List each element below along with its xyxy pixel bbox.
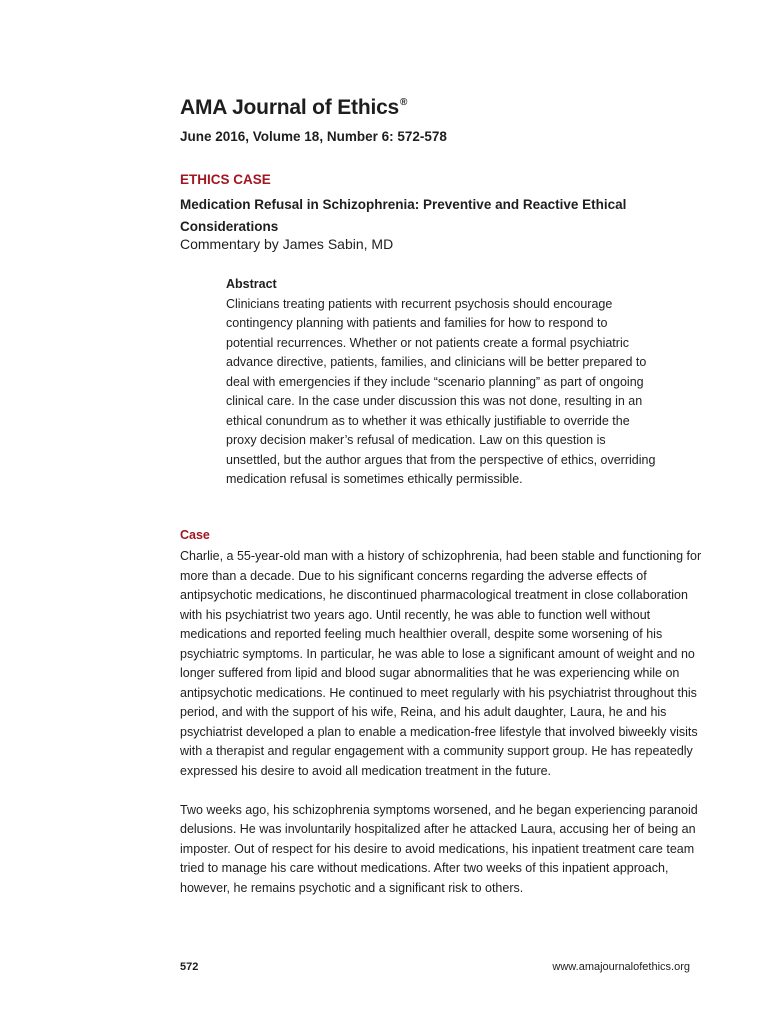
case-heading: Case	[180, 528, 210, 542]
registered-mark: ®	[400, 97, 408, 108]
abstract	[226, 275, 658, 490]
case-paragraph: Charlie, a 55-year-old man with a history of schizophrenia, had been stable and functioning for more than a decade. Due to his significant concerns regarding the adverse effects of antipsychotic medications, he discontinued pharmacological treatment in close collaboration with his psychiatrist two years ago. Until recently, he was able to function well without medications and reported feeling much healthier overall, despite some worsening of his psychiatric symptoms. In particular, he was able to lose a significant amount of weight and no longer suffered from lipid and blood sugar abnormalities that he was experiencing while on antipsychotic medications. He continued to meet regularly with his psychiatrist throughout this period, and with the support of his wife, Reina, and his adult daughter, Laura, he and his psychiatrist developed a plan to enable a medication-free lifestyle that involved biweekly visits with a therapist and regular engagement with a community support group. He has repeatedly expressed his desire to avoid all medication treatment in the future.	[180, 549, 702, 778]
abstract-heading: Abstract	[226, 277, 277, 291]
section-label: ETHICS CASE	[180, 172, 271, 187]
footer-url: www.amajournalofethics.org	[552, 961, 690, 973]
issue-line: June 2016, Volume 18, Number 6: 572-578	[180, 129, 447, 144]
case-paragraph: Two weeks ago, his schizophrenia symptoms worsened, and he began experiencing paranoid delusions. He was involuntarily hospitalized after he attacked Laura, accusing her of being an imposter. Out of respect for his desire to avoid medications, his inpatient treatment care team tried to manage his care without medications. After two weeks of this inpatient approach, however, he remains psychotic and a significant risk to others.	[180, 802, 698, 895]
article-title: Medication Refusal in Schizophrenia: Preventive and Reactive Ethical Considerations	[180, 197, 627, 234]
case-body	[180, 547, 702, 918]
abstract-body: Clinicians treating patients with recurrent psychosis should encourage contingency planning with patients and families for how to respond to potential recurrences. Whether or not patients create a formal psychiatric advance directive, patients, families, and clinicians will be better prepared to deal with emergencies if they include “scenario planning” as part of ongoing clinical care. In the case under discussion this was not done, resulting in an ethical conundrum as to whether it was ethically justifiable to override the proxy decision maker’s refusal of medication. Law on this question is unsettled, but the author argues that from the perspective of ethics, overriding medication refusal is sometimes ethically permissible.	[226, 296, 656, 486]
page-number: 572	[180, 961, 199, 973]
journal-title	[180, 96, 407, 120]
byline: Commentary by James Sabin, MD	[180, 236, 394, 252]
journal-name: AMA Journal of Ethics	[180, 96, 400, 119]
